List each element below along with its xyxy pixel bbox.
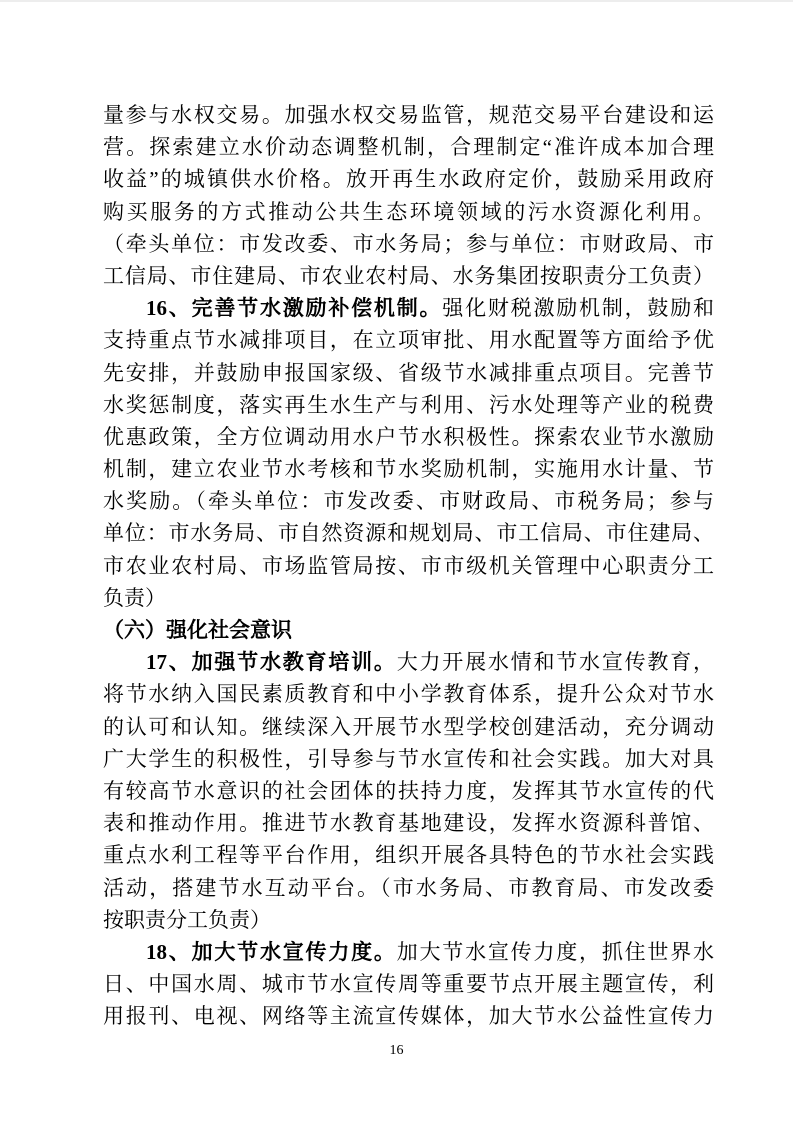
text-segment: 水奖励。（牵头单位：市发改委、市财政局、市税务局；参与 [103, 489, 714, 514]
text-line [103, 324, 714, 356]
text-segment: 机制，建立农业节水考核和节水奖励机制，实施用水计量、节 [103, 457, 714, 482]
text-segment: 支持重点节水减排项目，在立项审批、用水配置等方面给予优 [103, 328, 714, 353]
text-segment: 优惠政策，全方位调动用水户节水积极性。探索农业节水激励 [103, 424, 714, 449]
text-segment: 日、中国水周、城市节水宣传周等重要节点开展主题宣传，利 [103, 972, 714, 997]
text-line [103, 453, 714, 485]
text-segment: 活动，搭建节水互动平台。（市水务局、市教育局、市发改委 [103, 875, 714, 900]
text-segment: 表和推动作用。推进节水教育基地建设，发挥水资源科普馆、 [103, 811, 714, 836]
text-line [103, 389, 714, 421]
bold-text-segment: 17、加强节水教育培训。 [146, 650, 397, 675]
text-segment: 按职责分工负责） [103, 907, 271, 932]
text-line [103, 357, 714, 389]
text-segment: 的认可和认知。继续深入开展节水型学校创建活动，充分调动 [103, 714, 714, 739]
text-line [103, 485, 714, 517]
text-line [103, 711, 714, 743]
text-segment: 用报刊、电视、网络等主流宣传媒体，加大节水公益性宣传力 [103, 1004, 714, 1029]
text-segment: （牵头单位：市发改委、市水务局；参与单位：市财政局、市 [103, 231, 714, 256]
text-segment: 量参与水权交易。加强水权交易监管，规范交易平台建设和运 [103, 103, 714, 127]
text-segment: 强化财税激励机制，鼓励和 [442, 296, 714, 321]
text-segment: 收益”的城镇供水价格。放开再生水政府定价，鼓励采用政府 [103, 167, 714, 192]
text-line [103, 839, 714, 871]
text-segment: 重点水利工程等平台作用，组织开展各具特色的节水社会实践 [103, 843, 714, 868]
bold-text-segment: 18、加大节水宣传力度。 [146, 939, 397, 964]
text-segment: 负责） [103, 585, 166, 610]
bold-text-segment: （六）强化社会意识 [103, 618, 292, 642]
text-line [103, 936, 714, 968]
text-line [103, 228, 714, 260]
text-line [103, 163, 714, 195]
text-line [103, 678, 714, 710]
text-segment: 有较高节水意识的社会团体的扶持力度，发挥其节水宣传的代 [103, 778, 714, 803]
text-segment: 将节水纳入国民素质教育和中小学教育体系，提升公众对节水 [103, 682, 714, 707]
text-segment: 营。探索建立水价动态调整机制，合理制定“准许成本加合理 [103, 135, 714, 160]
text-line [103, 968, 714, 1000]
text-line [103, 582, 714, 614]
text-line [103, 292, 714, 324]
text-line [103, 131, 714, 163]
text-line [103, 807, 714, 839]
text-segment: 先安排，并鼓励申报国家级、省级节水减排重点项目。完善节 [103, 360, 714, 385]
text-line [103, 550, 714, 582]
text-line [103, 99, 714, 131]
text-line [103, 517, 714, 549]
text-line [103, 646, 714, 678]
text-line [103, 872, 714, 904]
text-segment: 工信局、市住建局、市农业农村局、水务集团按职责分工负责） [103, 263, 714, 288]
text-segment: 市农业农村局、市场监管局按、市市级机关管理中心职责分工 [103, 553, 714, 578]
text-segment: 广大学生的积极性，引导参与节水宣传和社会实践。加大对具 [103, 746, 714, 771]
text-line [103, 1000, 714, 1032]
text-line [103, 775, 714, 807]
text-line [103, 743, 714, 775]
text-line [103, 421, 714, 453]
text-line [103, 196, 714, 228]
text-segment: 单位：市水务局、市自然资源和规划局、市工信局、市住建局、 [103, 521, 714, 546]
text-line [103, 904, 714, 936]
text-segment: 加大节水宣传力度，抓住世界水 [396, 939, 714, 964]
text-segment: 大力开展水情和节水宣传教育， [396, 650, 714, 675]
section-heading [103, 614, 714, 646]
bold-text-segment: 16、完善节水激励补偿机制。 [146, 296, 443, 321]
document-body [103, 99, 714, 1032]
text-segment: 水奖惩制度，落实再生水生产与利用、污水处理等产业的税费 [103, 392, 714, 417]
page-number: 16 [389, 1043, 404, 1058]
text-segment: 购买服务的方式推动公共生态环境领域的污水资源化利用。 [103, 199, 714, 224]
text-line [103, 260, 714, 292]
